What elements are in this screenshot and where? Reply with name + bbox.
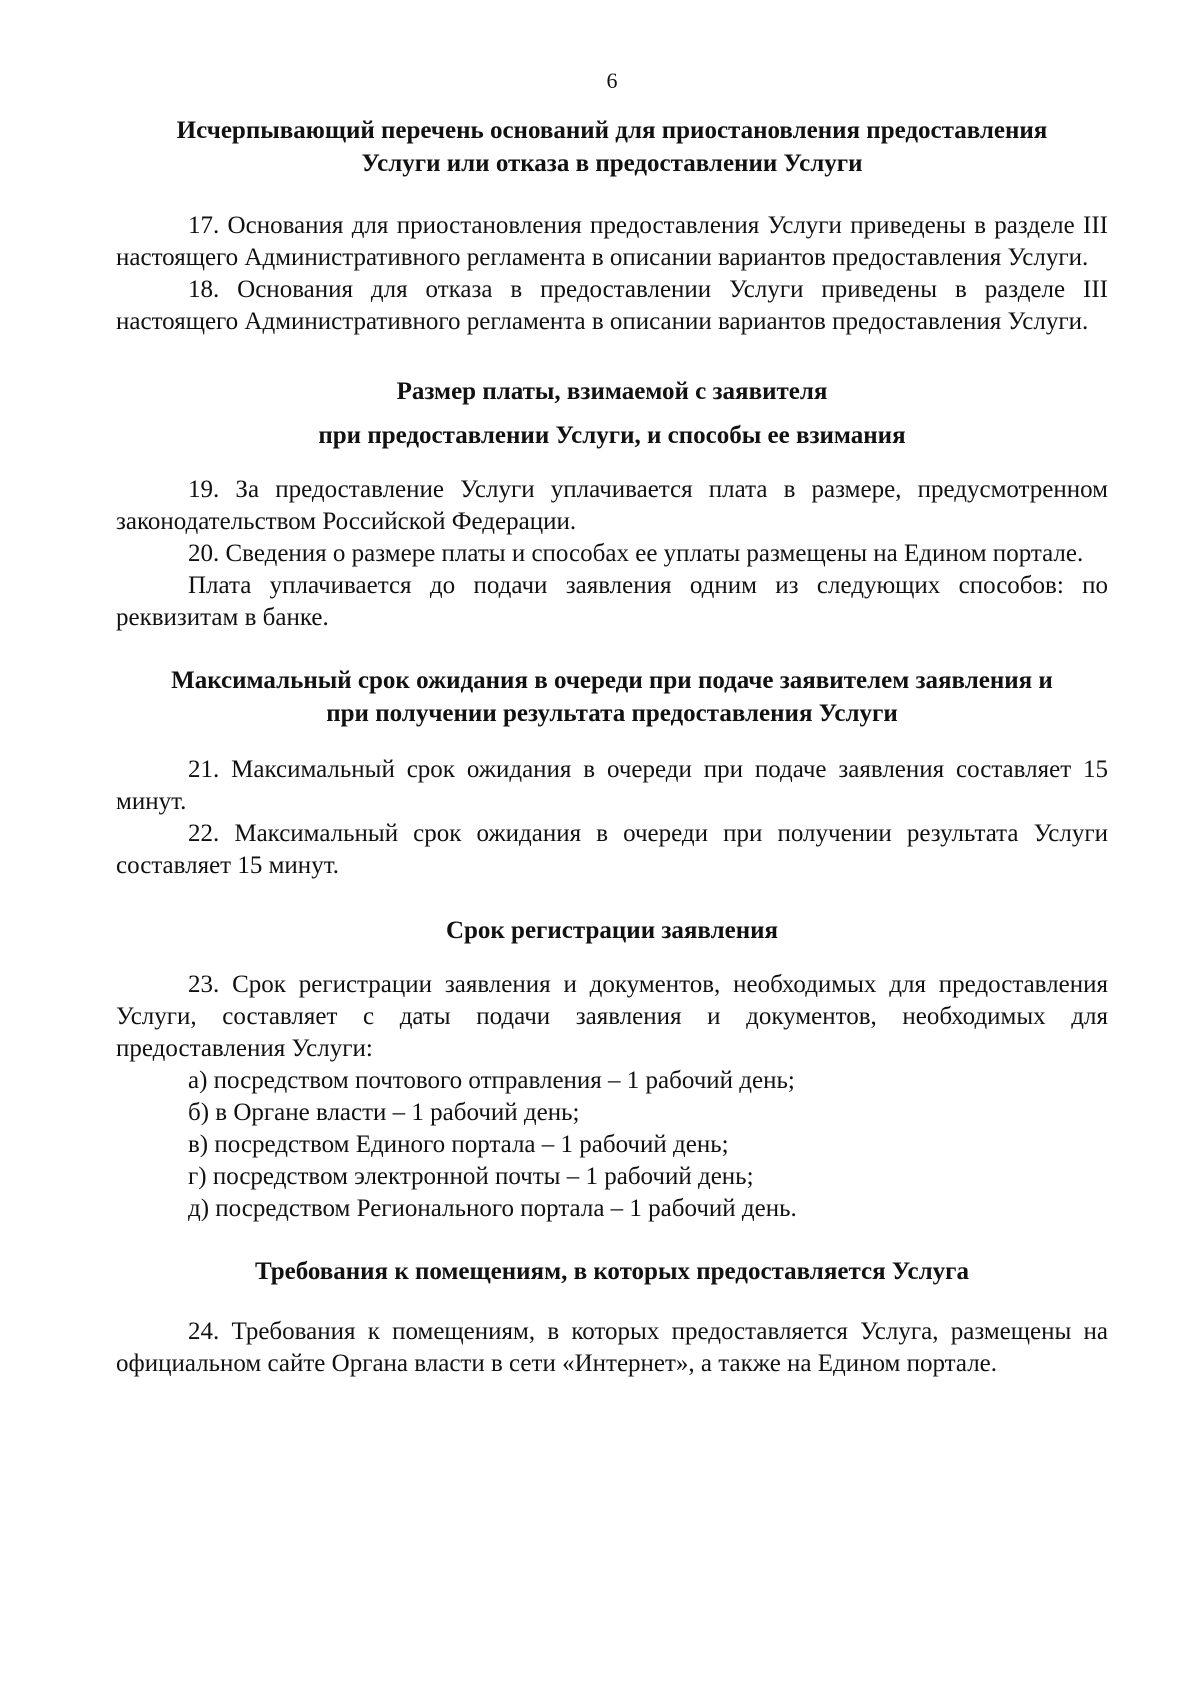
paragraph-20-payment-method: Плата уплачивается до подачи заявления одним из следующих способов: по реквизитам в банке. <box>116 572 1108 631</box>
section-heading-registration-term <box>116 914 1108 947</box>
list-item: г) посредством электронной почты – 1 рабочий день; <box>188 1163 754 1190</box>
heading-line: Максимальный срок ожидания в очереди при подаче заявителем заявления и <box>171 667 1053 694</box>
paragraph-20: 20. Сведения о размере платы и способах ее уплаты размещены на Едином портале. <box>188 540 1084 567</box>
section-heading-premises <box>116 1255 1108 1288</box>
section-heading-suspension-refusal <box>116 114 1108 180</box>
heading-line: Размер платы, взимаемой с заявителя <box>396 378 828 405</box>
paragraph-21: 21. Максимальный срок ожидания в очереди при подаче заявления составляет 15 минут. <box>116 756 1108 815</box>
paragraph-22: 22. Максимальный срок ожидания в очереди при получении результата Услуги составляет 15 минут. <box>116 820 1108 879</box>
list-item: д) посредством Регионального портала – 1 рабочий день. <box>188 1195 797 1222</box>
section-heading-queue-time <box>116 664 1108 730</box>
paragraph-17: 17. Основания для приостановления предоставления Услуги приведены в разделе III настоящего Административного регламента в описании вариантов предоставления Услуги. <box>116 212 1108 271</box>
paragraph-18: 18. Основания для отказа в предоставлении Услуги приведены в разделе III настоящего Административного регламента в описании вариантов предоставления Услуги. <box>116 276 1108 335</box>
paragraph-24: 24. Требования к помещениям, в которых предоставляется Услуга, размещены на официальном сайте Органа власти в сети «Интернет», а также на Едином портале. <box>116 1318 1108 1377</box>
heading-line: Исчерпывающий перечень оснований для приостановления предоставления <box>176 117 1048 144</box>
list-item: в) посредством Единого портала – 1 рабочий день; <box>188 1131 729 1158</box>
page-number: 6 <box>606 68 618 93</box>
heading-line: Срок регистрации заявления <box>445 917 779 944</box>
heading-line: Услуги или отказа в предоставлении Услуги <box>361 150 863 177</box>
paragraph-19: 19. За предоставление Услуги уплачивается плата в размере, предусмотренном законодательством Российской Федерации. <box>116 476 1108 535</box>
paragraph-23: 23. Срок регистрации заявления и документов, необходимых для предоставления Услуги, составляет с даты подачи заявления и документов, необходимых для предоставления Услуги: <box>116 971 1108 1062</box>
list-item: б) в Органе власти – 1 рабочий день; <box>188 1099 580 1126</box>
section-heading-fee <box>116 370 1108 458</box>
list-item: а) посредством почтового отправления – 1 рабочий день; <box>188 1067 795 1094</box>
heading-line: при получении результата предоставления Услуги <box>326 700 898 727</box>
heading-line: Требования к помещениям, в которых предоставляется Услуга <box>254 1258 970 1285</box>
heading-line: при предоставлении Услуги, и способы ее взимания <box>318 422 906 449</box>
